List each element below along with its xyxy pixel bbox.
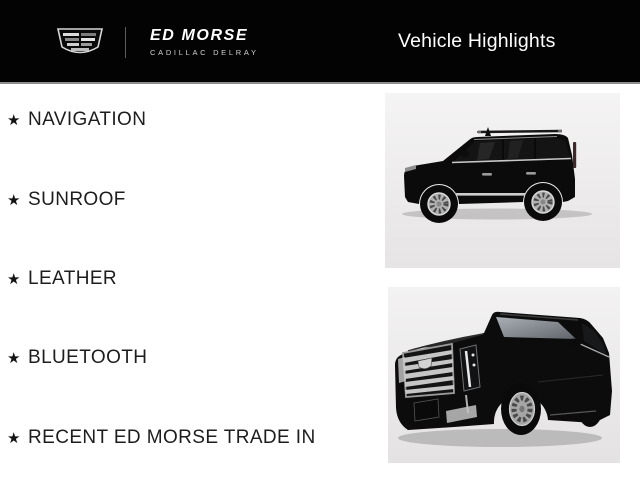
star-icon: ★ <box>7 429 21 447</box>
feature-item-sunroof <box>7 188 126 212</box>
vehicle-photo-side-view <box>385 93 620 268</box>
feature-label: BLUETOOTH <box>28 347 148 368</box>
feature-label: LEATHER <box>28 268 118 289</box>
star-icon: ★ <box>7 191 21 209</box>
feature-item-navigation <box>7 108 146 132</box>
dealer-name: ED MORSE <box>150 27 249 44</box>
feature-item-bluetooth <box>7 346 147 370</box>
star-icon: ★ <box>7 270 21 288</box>
feature-label: NAVIGATION <box>28 109 147 130</box>
feature-item-leather <box>7 267 117 291</box>
header-divider <box>125 27 126 58</box>
cadillac-crest-icon <box>55 26 105 59</box>
feature-label: SUNROOF <box>28 189 126 210</box>
vehicle-photo-front-view <box>388 287 620 463</box>
feature-label: RECENT ED MORSE TRADE IN <box>28 427 316 448</box>
feature-item-trade-in <box>7 426 316 450</box>
escalade-front-illustration <box>388 287 620 463</box>
escalade-side-illustration <box>385 93 620 268</box>
star-icon: ★ <box>7 111 21 129</box>
page-title: Vehicle Highlights <box>398 30 556 52</box>
header-bar <box>0 0 640 84</box>
dealer-subtitle: CADILLAC DELRAY <box>150 48 259 57</box>
dealer-brand <box>150 28 259 57</box>
star-icon: ★ <box>7 349 21 367</box>
